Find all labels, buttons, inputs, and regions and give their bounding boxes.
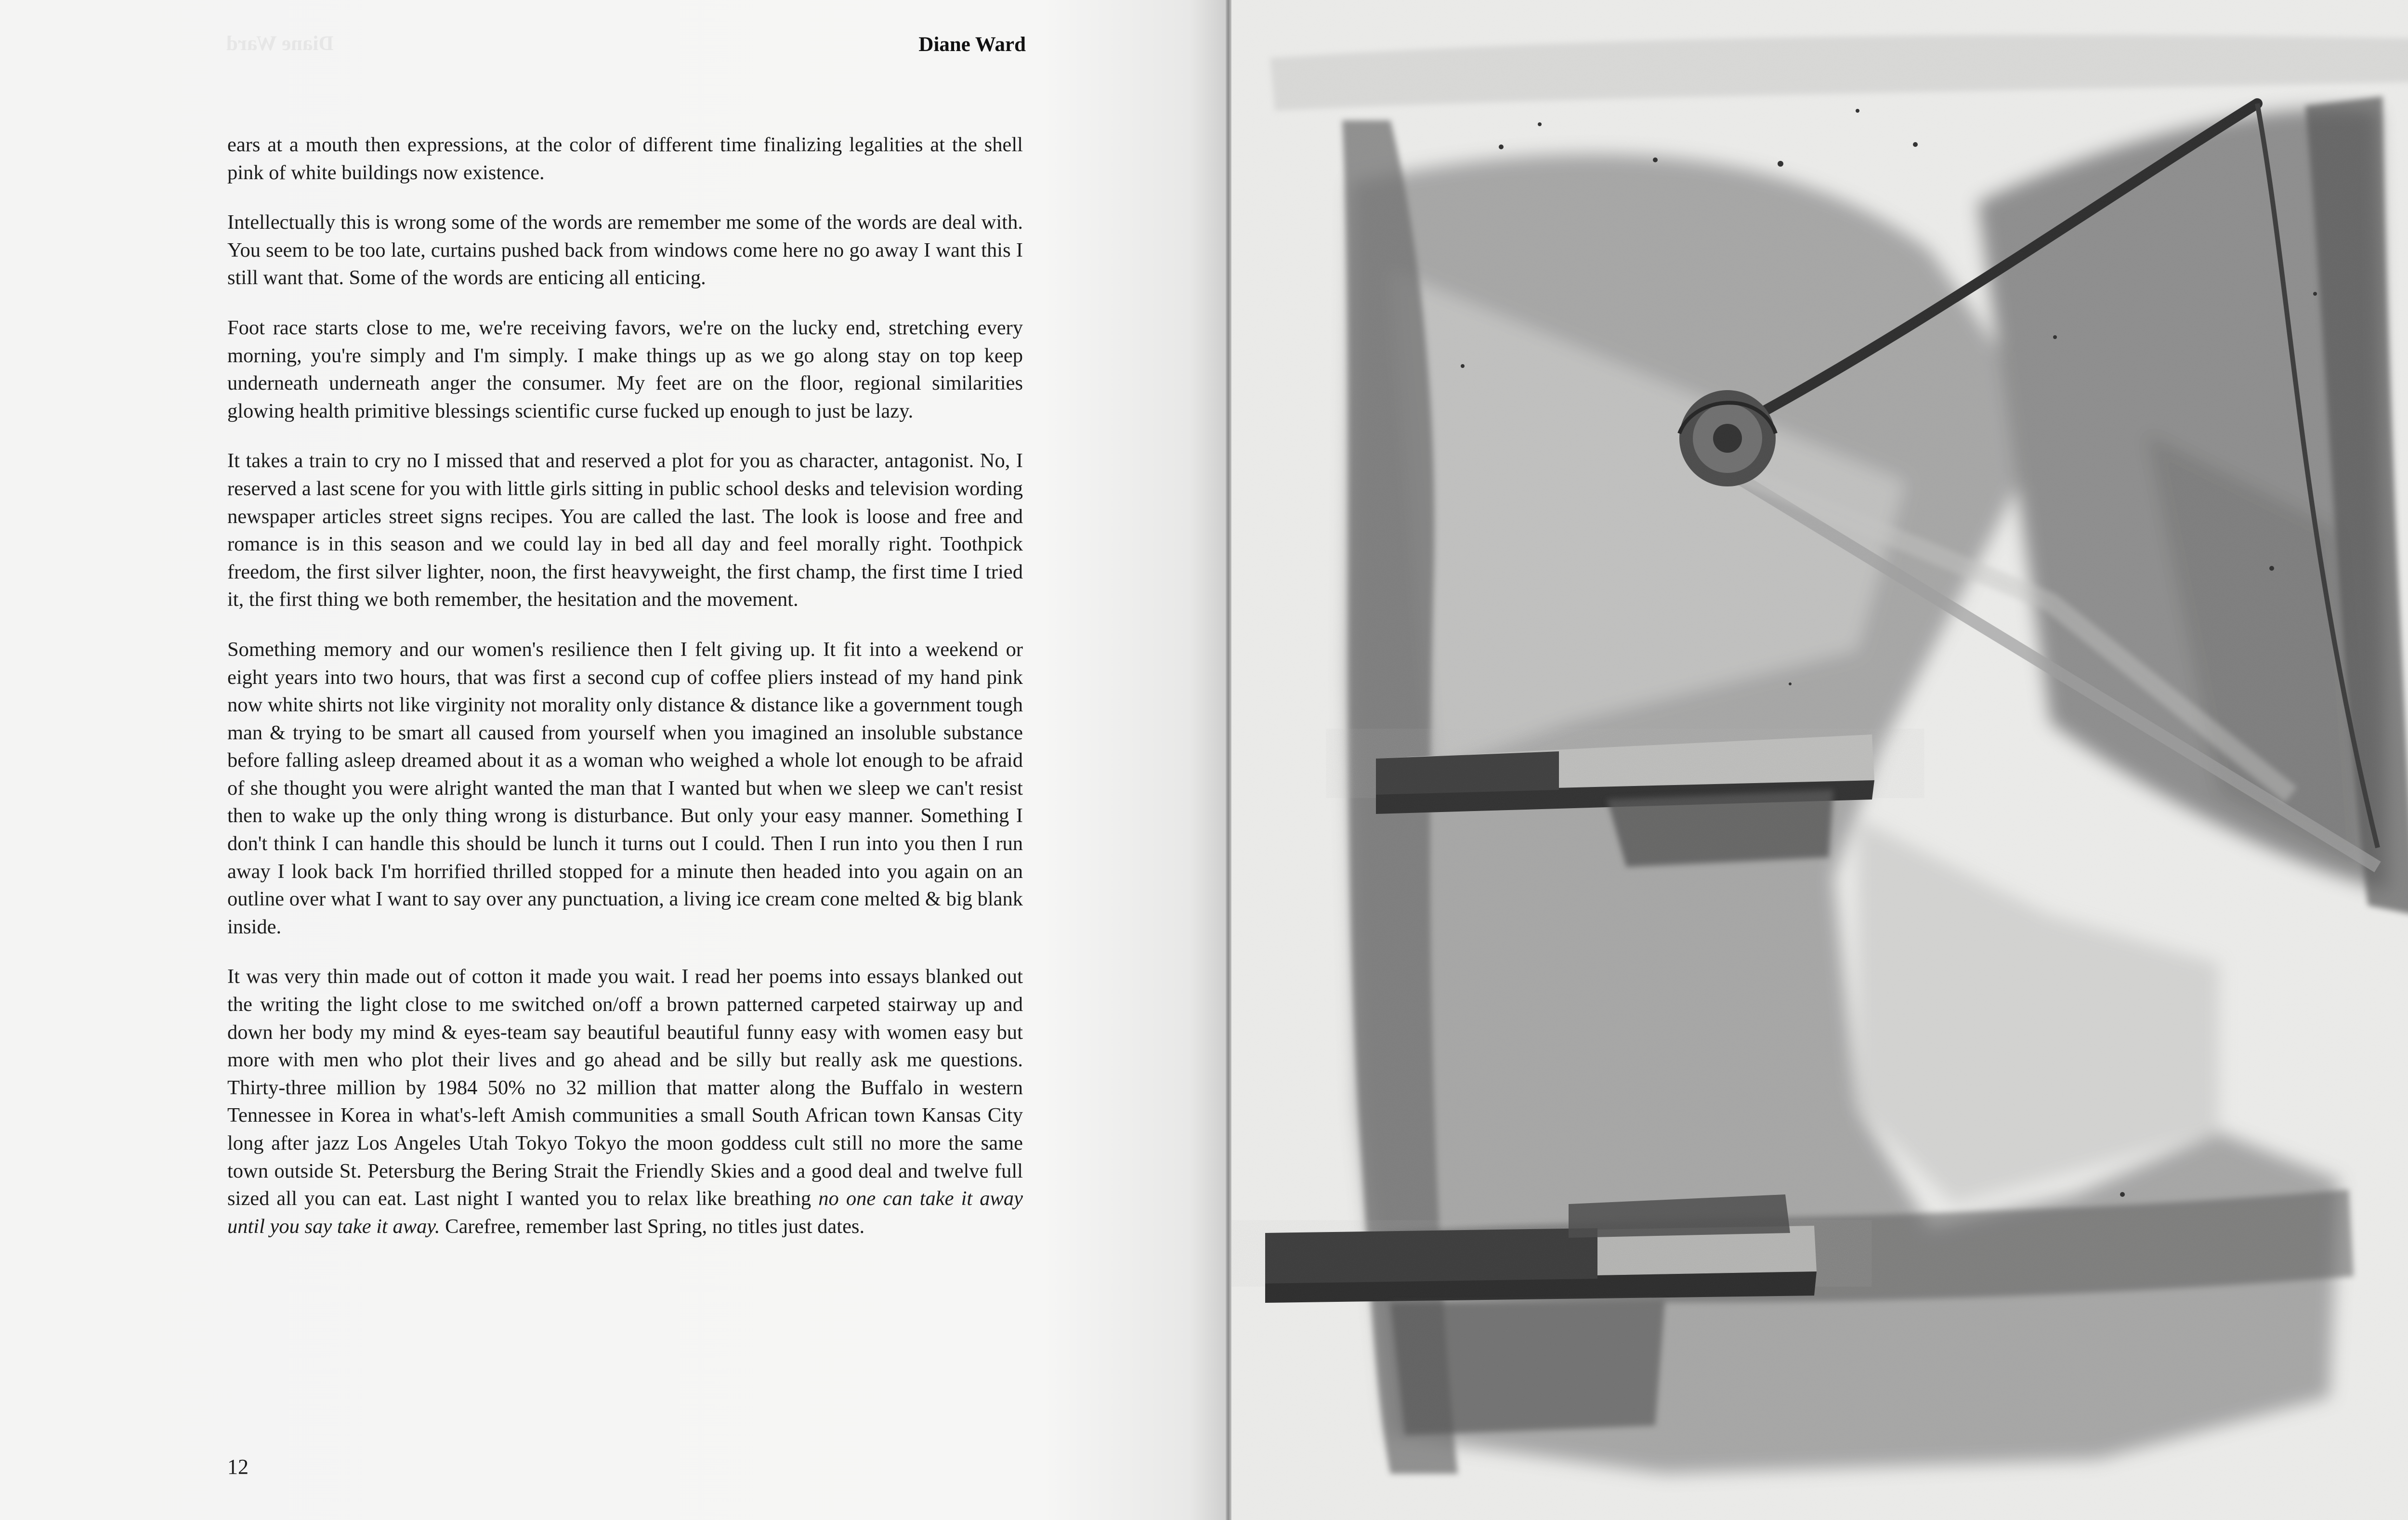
- paper-grain: [1231, 0, 2408, 1520]
- running-head: Diane Ward: [918, 33, 1026, 56]
- show-through-text: Diane Ward: [226, 32, 334, 55]
- paragraph-5: Something memory and our women's resilience then I felt giving up. It fit into a weekend or eight years into two hours, that was first a second cup of coffee pliers instead of my hand pink now white shirts not like virginity not morality only distance & distance like a government tough man & trying to be smart all caused from yourself when you imagined an insoluble substance before falling asleep dreamed about it as a woman who weighed a whole lot enough to be afraid of she thought you were alright wanted the man that I wanted but when we sleep we can't resist then to wake up the only thing wrong is disturbance. But only your easy manner. Something I don't think I can handle this should be lunch it turns out I could. Then I run into you then I run away I look back I'm horrified thrilled stopped for a minute then headed into you again on an outline over what I want to say over any punctuation, a living ice cream cone melted & big blank inside.: [227, 638, 1023, 938]
- page-number: 12: [227, 1455, 249, 1479]
- paragraph-2: Intellectually this is wrong some of the words are remember me some of the words are deal with. You seem to be too late, curtains pushed back from windows come here no go away I want this I still want that. Some of the words are enticing all enticing.: [227, 211, 1023, 289]
- paragraph-1: ears at a mouth then expressions, at the color of different time finalizing legalities at the shell pink of white buildings now existence.: [227, 133, 1023, 184]
- paragraph-6-text: It was very thin made out of cotton it made you wait. I read her poems into essays blanked out the writing the light close to me switched on/off a brown patterned carpeted stairway up and down her body my mind & eyes-team say beautiful beautiful funny easy with women easy but more with men who plot their lives and go ahead and be silly but really ask me questions. Thirty-three million by 1984 50% no 32 million that matter along the Buffalo in western Tennessee in Korea in what's-left Amish communities a small South African town Kansas City long after jazz Los Angeles Utah Tokyo Tokyo the moon goddess cult still no more the same town outside St. Petersburg the Bering Strait the Friendly Skies and a good deal and twelve full sized all you can eat. Last night I wanted you to relax like breathing: [227, 965, 1023, 1210]
- italic-quote: no one can take it away until you say take it away.: [227, 1187, 1023, 1238]
- right-page: [1231, 0, 2408, 1520]
- paragraph-3: Foot race starts close to me, we're receiving favors, we're on the lucky end, stretching every morning, you're simply and I'm simply. I make things up as we go along stay on top keep underneath underneath anger the consumer. My feet are on the floor, regional similarities glowing health primitive blessings scientific curse fucked up enough to just be lazy.: [227, 316, 1023, 422]
- paragraph-6: [227, 963, 1023, 1240]
- body-text: [227, 131, 1023, 1240]
- paragraph-4: It takes a train to cry no I missed that and reserved a plot for you as character, antagonist. No, I reserved a last scene for you with little girls sitting in public school desks and television wording newspaper articles street signs recipes. You are called the last. The look is loose and free and romance is in this season and we could lay in bed all day and feel morally right. Toothpick freedom, the first silver lighter, noon, the first heavyweight, the first champ, the first time I tried it, the first thing we both remember, the hesitation and the movement.: [227, 449, 1023, 611]
- ink-wash-artwork: [1231, 0, 2408, 1520]
- book-gutter: [1226, 0, 1231, 1520]
- paragraph-6-end: Carefree, remember last Spring, no titles just dates.: [445, 1215, 865, 1238]
